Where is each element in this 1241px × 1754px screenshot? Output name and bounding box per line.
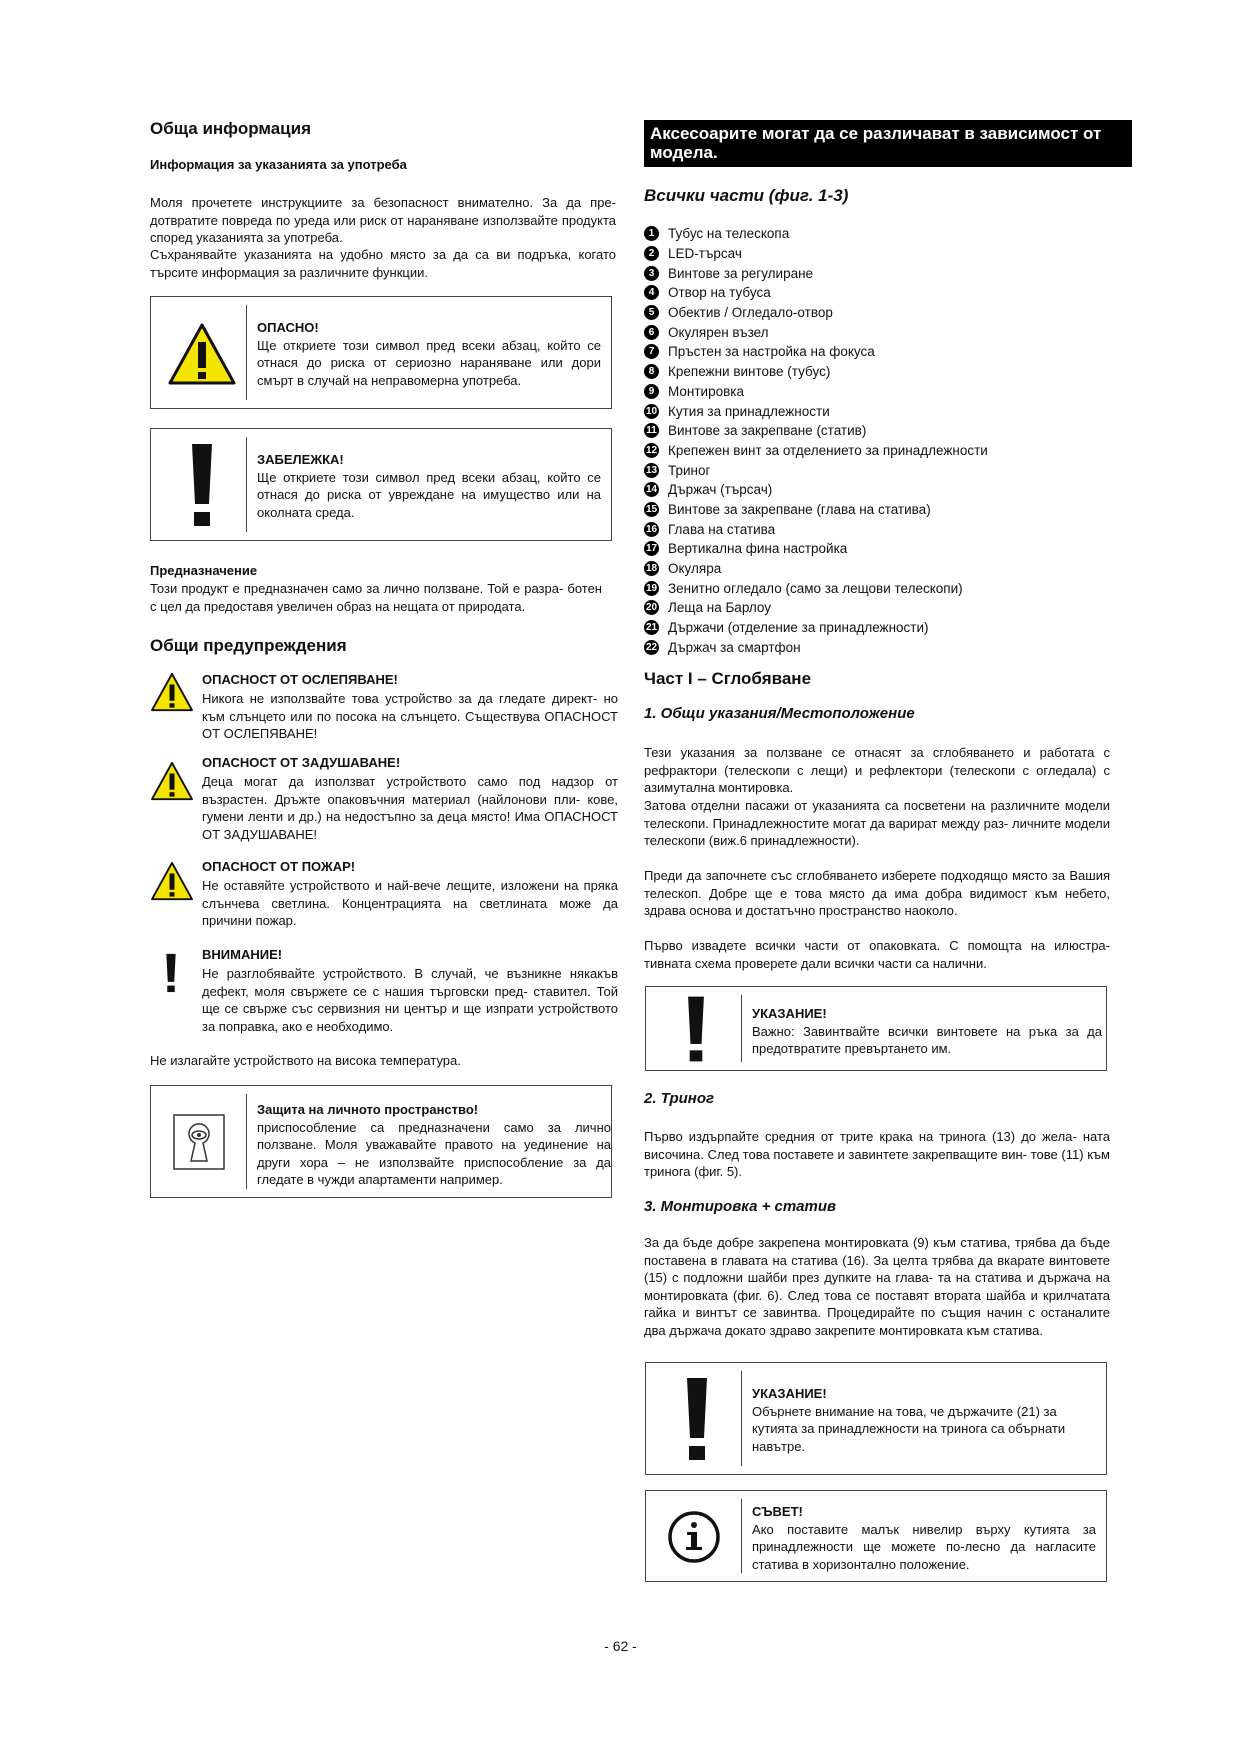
list-item: 13 Триног <box>645 462 711 478</box>
list-item: 9 Монтировка <box>644 382 1124 402</box>
list-item: 11 Винтове за закрепване (статив) <box>644 421 1124 441</box>
danger-text: Ще откриете този символ пред всеки абзац, който се отнася до риска от сериозно нараняване или дори смърт в случай на неправомерна употреба. <box>257 337 601 388</box>
warning-triangle-icon <box>163 315 241 393</box>
sec1-paragraph: Първо извадете всички части от опаковката. С помощта на илюстра- тивната схема проверете дали всички части са налични. <box>644 938 1110 971</box>
heat-note: Не излагайте устройството на висока температура. <box>150 1053 461 1068</box>
privacy-box <box>150 1085 612 1198</box>
list-item: 12 Крепежен винт за отделението за принадлежности <box>645 442 988 458</box>
exclamation-icon <box>658 1373 736 1465</box>
sec2-title: 2. Триног <box>644 1090 715 1107</box>
warning-text: Не оставяйте устройството и най-вече лещите, изложени на пряка слънчева светлина. Концентрацията на светлината може да причини пожар. <box>202 878 618 929</box>
list-item: 16 Глава на статива <box>645 521 776 537</box>
purpose-title: Предназначение <box>150 563 258 578</box>
exclamation-icon <box>666 993 726 1065</box>
hint-title: УКАЗАНИЕ! <box>752 1006 827 1021</box>
general-info-title: Обща информация <box>150 119 311 138</box>
sec3-title: 3. Монтировка + статив <box>644 1198 837 1215</box>
sec2-paragraph: Първо издърпайте средния от трите крака на тринога (13) до жела- ната височина. След това поставете и завинтете закрепващите вин- тове (11) към тринога (фиг. 5). <box>644 1129 1110 1180</box>
warning-triangle-icon <box>150 861 194 906</box>
privacy-title: Защита на личното пространство! <box>257 1102 479 1117</box>
list-item: 18 Окуляра <box>645 561 722 577</box>
general-warnings-title: Общи предупреждения <box>150 636 347 655</box>
list-item: 6 Окулярен възел <box>644 322 1124 342</box>
list-item: 1 Тубус на телескопа <box>644 224 1124 244</box>
warning-triangle-icon <box>150 761 194 806</box>
danger-title: ОПАСНО! <box>257 320 319 335</box>
list-item: 8 Крепежни винтове (тубус) <box>644 362 1124 382</box>
accessories-banner: Аксесоарите могат да се различават в зависимост от модела. <box>644 120 1132 167</box>
warning-suffocation <box>150 755 620 845</box>
list-item: 17 Вертикална фина настройка <box>645 541 848 557</box>
warning-title: ОПАСНОСТ ОТ ОСЛЕПЯВАНЕ! <box>202 672 398 687</box>
list-item: 2 LED-търсач <box>644 244 1124 264</box>
list-item: 7 Пръстен за настройка на фокуса <box>644 342 1124 362</box>
hint-text: Важно: Завинтвайте всички винтовете на ръка за да предотвратите превъртането им. <box>752 1023 1102 1057</box>
warning-blinding <box>150 672 620 742</box>
hint-title: УКАЗАНИЕ! <box>752 1386 827 1401</box>
warning-title: ОПАСНОСТ ОТ ПОЖАР! <box>202 859 356 874</box>
warning-attention <box>150 947 620 1037</box>
hint-box <box>645 986 1107 1071</box>
list-item: 10 Кутия за принадлежности <box>645 403 830 419</box>
list-item: 14 Държач (търсач) <box>645 482 773 498</box>
privacy-keyhole-icon <box>169 1112 229 1172</box>
list-item: 5 Обектив / Огледало-отвор <box>644 303 1124 323</box>
hint-text: Обърнете внимание на това, че държачите (21) за кутията за принадлежности на тринога са обърнати навътре. <box>752 1403 1066 1454</box>
usage-info-paragraph: Моля прочетете инструкциите за безопасност внимателно. За да пре- дотвратите повреда по уреда или риск от нараняване използвайте продукта според указанията за употреба. <box>150 195 616 246</box>
list-item: 22 Държач за смартфон <box>645 639 801 655</box>
sec1-title: 1. Общи указания/Местоположение <box>644 705 915 722</box>
list-item: 4 Отвор на тубуса <box>644 283 1124 303</box>
list-item: 21 Държачи (отделение за принадлежности) <box>645 620 929 636</box>
warning-fire <box>150 859 620 929</box>
exclamation-icon <box>164 953 178 998</box>
tip-box <box>645 1490 1107 1582</box>
list-item: 15 Винтове за закрепване (глава на статива) <box>645 501 931 517</box>
sec1-paragraph: Тези указания за ползване се отнасят за сглобяването и работата с рефрактори (телескопи с лещи) и рефлектори (телескопи с огледала) с азимутална монтировка. <box>644 745 1110 796</box>
warning-triangle-icon <box>150 672 194 717</box>
danger-box <box>150 296 612 409</box>
warning-title: ВНИМАНИЕ! <box>202 947 283 962</box>
tip-title: СЪВЕТ! <box>752 1504 803 1519</box>
sec1-paragraph: Затова отделни пасажи от указанията са посветени на различните модели телескопи. Принадлежностите могат да варират между раз- личните модели телескопи (виж.6 принадлежности). <box>644 798 1110 849</box>
parts-list <box>644 224 1124 657</box>
info-icon <box>664 1507 724 1567</box>
page-number: - 62 - <box>604 1638 637 1654</box>
note-text: Ще откриете този символ пред всеки абзац, който се отнася до риска от увреждане на имущество или на околната среда. <box>257 469 601 520</box>
warning-text: Деца могат да използват устройството само под надзор от възрастен. Дръжте опаковъчния материал (найлонови пли- кове, гумени ленти и др.) на недостъпно за деца място! Има ОПАСНОСТ ОТ ЗАДУШАВАНЕ! <box>202 774 618 842</box>
note-box <box>150 428 612 541</box>
warning-text: Никога не използвайте това устройство за да гледате директ- но към слънцето или по посока на слънцето. Съществува ОПАСНОСТ ОТ ОСЛЕПЯВАНЕ! <box>202 691 618 742</box>
warning-text: Не разглобявайте устройството. В случай, че възникне някакъв дефект, моля свържете се с нашия търговски пред- ставител. Той ще се свърже със сервизния ни център и ще изпрати устройството за поправка, ако е необходимо. <box>202 966 618 1034</box>
all-parts-title: Всички части (фиг. 1-3) <box>644 186 849 205</box>
warning-title: ОПАСНОСТ ОТ ЗАДУШАВАНЕ! <box>202 755 401 770</box>
note-title: ЗАБЕЛЕЖКА! <box>257 452 344 467</box>
exclamation-icon <box>163 439 241 531</box>
usage-info-subtitle: Информация за указанията за употреба <box>150 157 407 172</box>
storage-paragraph: Съхранявайте указанията на удобно място за да са ви подръка, когато търсите информация за различните функции. <box>150 247 616 280</box>
sec3-paragraph: За да бъде добре закрепена монтировката (9) към статива, трябва да бъде поставена в главата на статива (16). За целта трябва да вкарате винтовете (15) с подложни шайби през дупките на глава- та на статива и държача на монтировката (фиг. 6). След това се поставят втората шайба и крилчатата гайка и винтът се завинтва. Процедирайте по същия начин с останалите два държача докато здраво закрепите монтировката към статива. <box>644 1235 1110 1338</box>
list-item: 20 Леща на Барлоу <box>645 600 771 616</box>
part1-title: Част I – Сглобяване <box>644 669 812 688</box>
list-item: 3 Винтове за регулиране <box>644 263 1124 283</box>
list-item: 19 Зенитно огледало (само за лещови телескопи) <box>645 580 963 596</box>
privacy-text: приспособление са предназначени само за лично ползване. Моля уважавайте правото на уединение на други хора – не използвайте приспособление за да гледате в чужди апартаменти например. <box>257 1119 611 1188</box>
purpose-text: Този продукт е предназначен само за лично ползване. Той е разра- ботен с цел да предоставя увеличен образ на нещата от природата. <box>150 581 602 614</box>
sec1-paragraph: Преди да започнете със сглобяването изберете подходящо място за Вашия телескоп. Добре ще е това място да има добра видимост към небето, здрава основа и достатъчно пространство наоколо. <box>644 868 1110 919</box>
hint-box <box>645 1362 1107 1475</box>
tip-text: Ако поставите малък нивелир върху кутията за принадлежности ще можете по-лесно да нагласите статива в хоризонтално положение. <box>752 1521 1096 1572</box>
